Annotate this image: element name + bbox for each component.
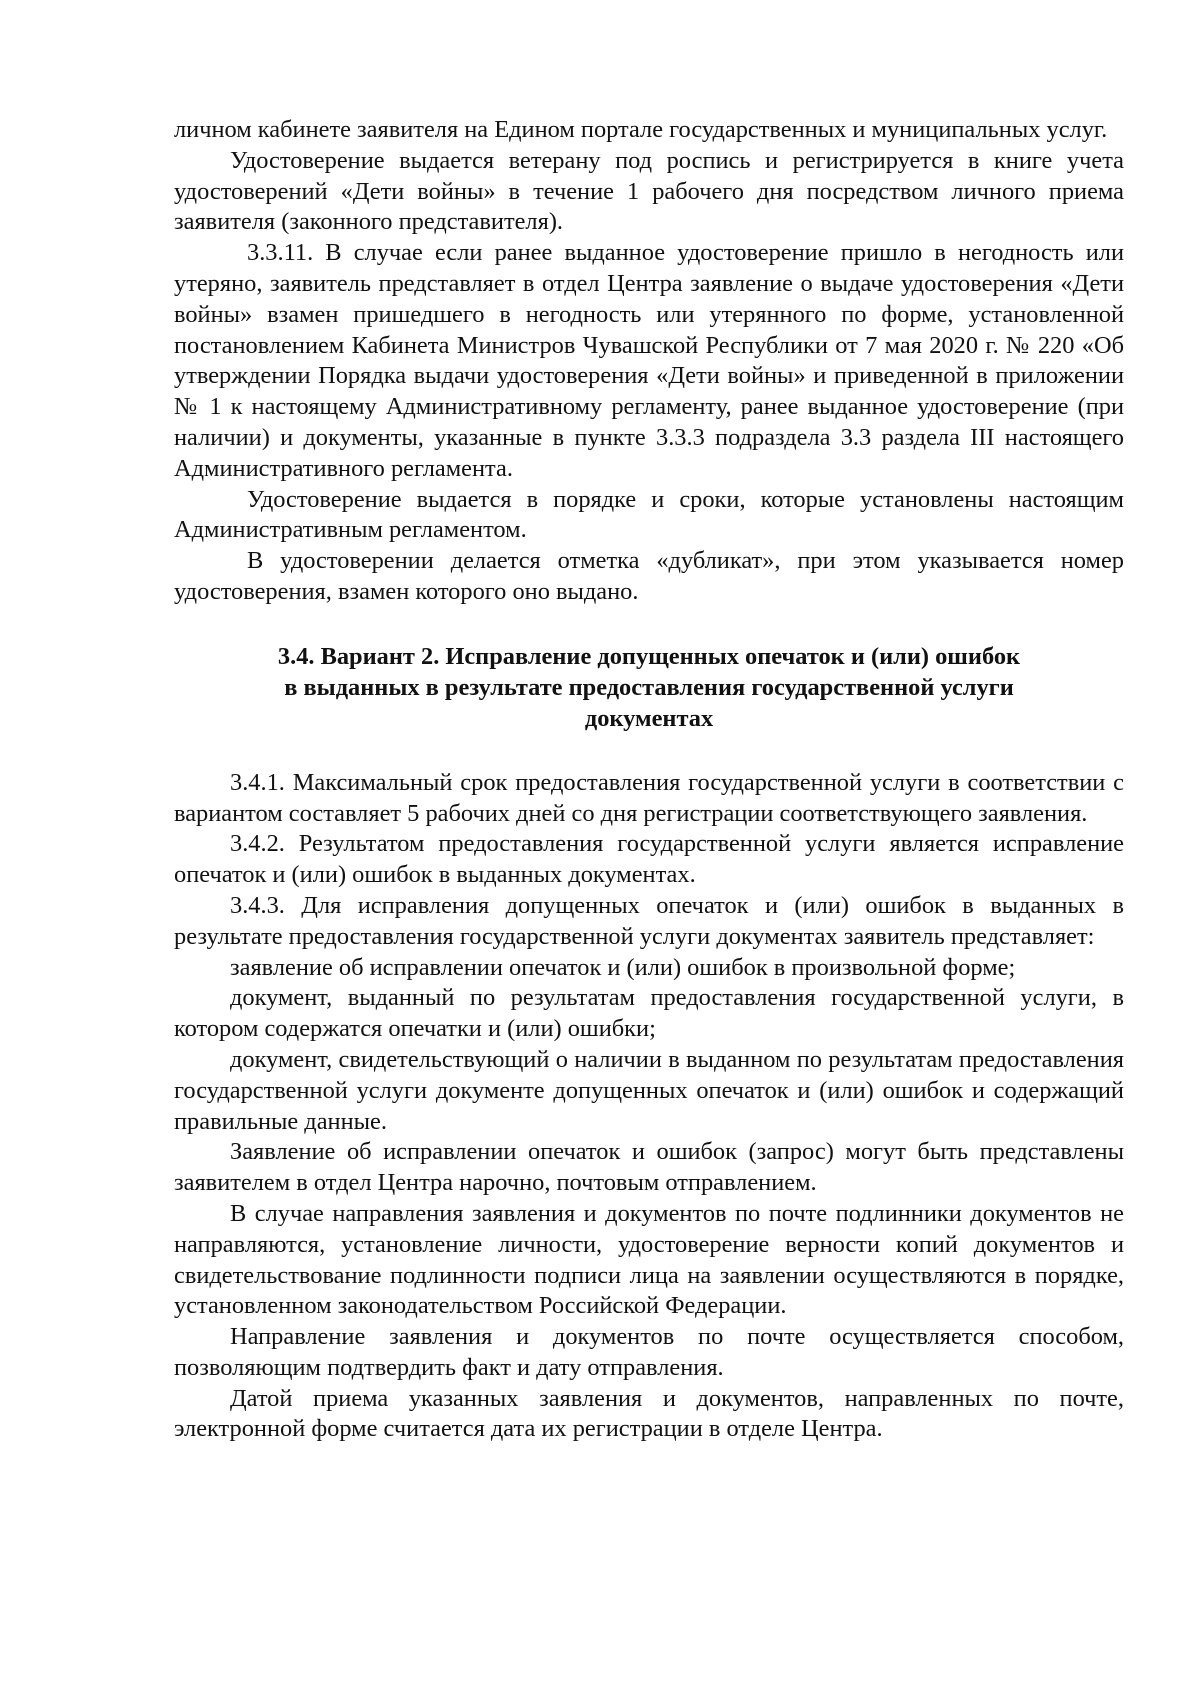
list-item: документ, свидетельствующий о наличии в выданном по результатам предоставления государственной услуги документе допущенных опечаток и (или) ошибок и содержащий правильные данные.: [174, 1045, 1124, 1135]
paragraph: Удостоверение выдается ветерану под роспись и регистрируется в книге учета удостоверений «Дети войны» в течение 1 рабочего дня посредством личного приема заявителя (законного представителя).: [174, 146, 1124, 236]
heading-line: в выданных в результате предоставления государственной услуги: [284, 673, 1014, 701]
document-page: [174, 115, 1124, 1445]
paragraph: личном кабинете заявителя на Едином портале государственных и муниципальных услуг.: [174, 116, 1108, 143]
paragraph: В удостоверении делается отметка «дубликат», при этом указывается номер удостоверения, взамен которого оно выдано.: [174, 547, 1124, 605]
paragraph: Заявление об исправлении опечаток и ошибок (запрос) могут быть представлены заявителем в отдел Центра нарочно, почтовым отправлением.: [174, 1138, 1124, 1197]
list-item: заявление об исправлении опечаток и (или) ошибок в произвольной форме;: [230, 953, 1016, 981]
paragraph: Датой приема указанных заявления и документов, направленных по почте, электронной форме считается дата их регистрации в отделе Центра.: [174, 1384, 1124, 1443]
list-item: документ, выданный по результатам предоставления государственной услуги, в котором содержатся опечатки и (или) ошибки;: [174, 984, 1124, 1043]
paragraph: В случае направления заявления и документов по почте подлинники документов не направляются, установление личности, удостоверение верности копий документов и свидетельствование подлинности подписи лица на заявлении осуществляются в порядке, установленном законодательством Российской Федерации.: [174, 1199, 1124, 1320]
paragraph: Направление заявления и документов по почте осуществляется способом, позволяющим подтвердить факт и дату отправления.: [174, 1323, 1124, 1381]
paragraph-3-4-2: 3.4.2. Результатом предоставления государственной услуги является исправление опечаток и (или) ошибок в выданных документах.: [174, 830, 1124, 889]
heading-line: документах: [584, 704, 714, 732]
section-heading-3-4: [174, 641, 1124, 734]
heading-line: 3.4. Вариант 2. Исправление допущенных опечаток и (или) ошибок: [277, 642, 1021, 670]
paragraph-3-4-3: 3.4.3. Для исправления допущенных опечаток и (или) ошибок в выданных в результате предоставления государственной услуги документах заявитель представляет:: [174, 891, 1124, 950]
paragraph: Удостоверение выдается в порядке и сроки, которые установлены настоящим Административным регламентом.: [174, 485, 1124, 544]
paragraph-3-3-11: 3.3.11. В случае если ранее выданное удостоверение пришло в негодность или утеряно, заявитель представляет в отдел Центра заявление о выдаче удостоверения «Дети войны» взамен пришедшего в негодность или утерянного по форме, установленной постановлением Кабинета Министров Чувашской Республики от 7 мая 2020 г. № 220 «Об утверждении Порядка выдачи удостоверения «Дети войны» и приведенной в приложении № 1 к настоящему Административному регламенту, ранее выданное удостоверение (при наличии) и документы, указанные в пункте 3.3.3 подраздела 3.3 раздела III настоящего Административного регламента.: [174, 239, 1124, 482]
paragraph-3-4-1: 3.4.1. Максимальный срок предоставления государственной услуги в соответствии с вариантом составляет 5 рабочих дней со дня регистрации соответствующего заявления.: [174, 768, 1124, 827]
